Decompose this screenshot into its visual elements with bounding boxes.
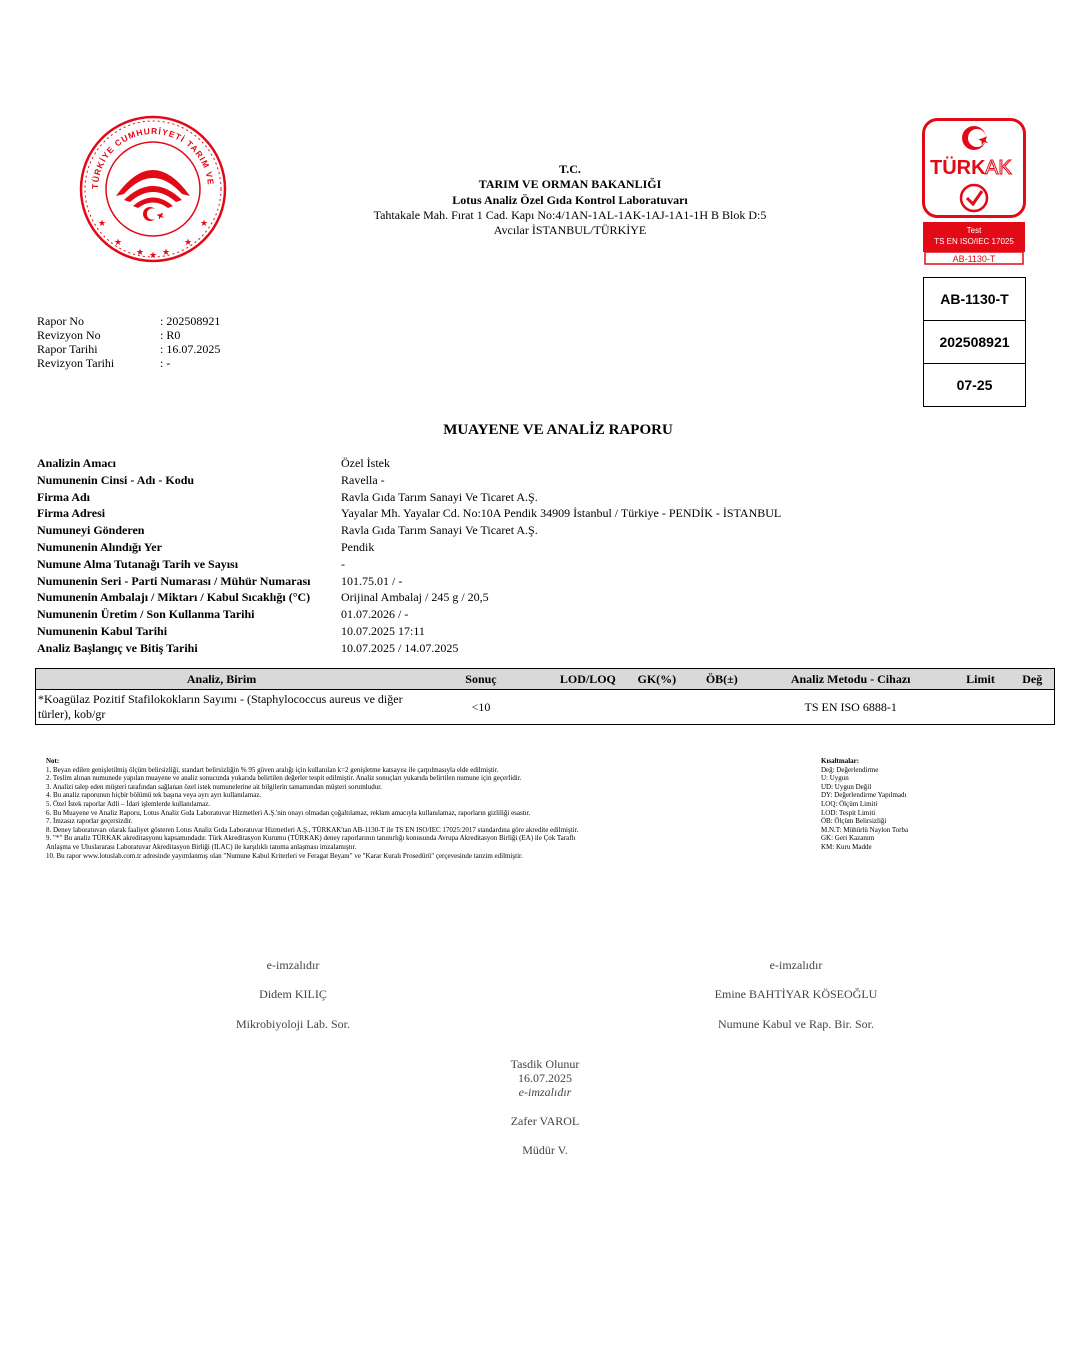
right-signature-name: Emine BAHTİYAR KÖSEOĞLU [714,987,878,1001]
svg-text:TS EN ISO/IEC 17025: TS EN ISO/IEC 17025 [934,237,1014,246]
abbreviation-item: M.N.T: Mühürlü Naylon Torba [821,825,909,834]
header-lab-name: Lotus Analiz Özel Gıda Kontrol Laboratuvarı [452,193,688,207]
info-row [37,556,781,573]
col-deg: Değ [1010,669,1054,690]
meta-row [37,328,220,342]
results-table [35,668,1055,725]
col-analysis: Analiz, Birim [36,669,408,690]
meta-row [37,356,220,370]
report-number-box: 202508921 [924,321,1025,364]
abbreviation-item: LOD: Tespit Limiti [821,808,876,817]
header-tc: T.C. [559,162,581,176]
svg-text:★: ★ [114,238,123,248]
cell-deg [1010,690,1054,725]
info-label: Analiz Başlangıç ve Bitiş Tarihi [37,640,198,655]
abbreviation-item: ÖB: Ölçüm Belirsizliği [821,817,887,826]
info-value: Özel İstek [341,456,390,470]
info-label: Numunenin Alındığı Yer [37,539,162,554]
svg-text:★: ★ [149,251,158,261]
info-label: Numuneyi Gönderen [37,523,145,538]
cell-ob [693,690,751,725]
header-city: Avcılar İSTANBUL/TÜRKİYE [493,223,647,237]
note-item: 9. "*" Bu analiz TÜRKAK akreditasyonu kapsamındadır. Türk Akreditasyon Kurumu (TÜRKAK) deney raporlarının tanınırlığı konusunda Avrupa Akreditasyon Birliği (EA) ile Çok Taraflı [46,834,576,843]
info-row [37,505,781,522]
info-value: Yayalar Mh. Yayalar Cd. No:10A Pendik 34909 İstanbul / Türkiye - PENDİK - İSTANBUL [341,506,782,521]
approval-date: 16.07.2025 [518,1071,572,1085]
col-gk: GK(%) [621,669,693,690]
cell-limit [951,690,1011,725]
svg-text:★: ★ [162,248,171,258]
info-row [37,472,781,489]
info-value: Ravella - [341,472,385,487]
info-label: Numunenin Ambalajı / Miktarı / Kabul Sıcaklığı (°C) [37,590,311,605]
info-value: Ravla Gıda Tarım Sanayi Ve Ticaret A.Ş. [341,523,538,538]
table-row [36,690,1055,725]
left-signature-name: Didem KILIÇ [259,987,327,1001]
svg-text:★: ★ [136,248,145,258]
info-label: Analizin Amacı [37,456,117,470]
note-item: 8. Deney laboratuvarı olarak faaliyet gösteren Lotus Analiz Gıda Laboratuvar Hizmetleri A.Ş., TÜRKAK'tan AB-1130-T ile TS EN ISO/IEC 17025:2017 standardına göre akredite edilmiştir. [46,825,579,834]
info-row [37,623,781,640]
abbreviation-item: DY: Değerlendirme Yapılmadı [821,791,907,800]
cell-lod [555,690,621,725]
header-address: Tahtakale Mah. Fırat 1 Cad. Kapı No:4/1AN-1AL-1AK-1AJ-1A1-1H B Blok D:5 [373,208,767,222]
info-label: Numune Alma Tutanağı Tarih ve Sayısı [37,556,239,571]
cell-result: <10 [407,690,555,725]
results-header-row [36,669,1055,690]
meta-row [37,314,220,328]
abbreviation-item: LOQ: Ölçüm Limiti [821,799,878,808]
right-signature-role: Numune Kabul ve Rap. Bir. Sor. [718,1017,874,1031]
info-value: 01.07.2026 / - [341,607,409,622]
meta-value: : - [160,356,171,370]
cell-gk [621,690,693,725]
svg-text:TÜRK: TÜRK [930,157,986,179]
info-label: Numunenin Kabul Tarihi [37,623,168,638]
report-title: MUAYENE VE ANALİZ RAPORU [443,422,673,438]
note-item: 10. Bu rapor www.lotuslab.com.tr adresinde yayımlanmış olan "Numune Kabul Kriterleri ve Feragat Beyanı" ve "Karar Kuralı Prosedürü" çerçevesinde tanzim edilmiştir. [46,851,523,860]
info-label: Numunenin Üretim / Son Kullanma Tarihi [37,607,255,622]
cell-method: TS EN ISO 6888-1 [751,690,951,725]
info-row [37,573,781,590]
meta-label: Revizyon Tarihi [37,356,115,370]
note-item: 1. Beyan edilen genişletilmiş ölçüm belirsizliği, standart belirsizliğin % 95 güven aralığı için kullanılan k=2 genişletme katsayısı ile çarpılmasıyla elde edilmiştir. [46,765,499,774]
info-value: - [341,556,345,571]
info-row [37,455,781,472]
info-row [37,539,781,556]
svg-text:TÜRKİYE CUMHURİYETİ TARIM VE O: TÜRKİYE CUMHURİYETİ TARIM VE [89,125,216,190]
svg-text:AB-1130-T: AB-1130-T [952,254,996,264]
info-label: Firma Adı [37,489,90,504]
accreditation-code-box [923,277,1026,407]
meta-row [37,342,220,356]
info-value: Orijinal Ambalaj / 245 g / 20,5 [341,590,489,605]
info-value: 10.07.2025 17:11 [341,623,425,638]
left-signature-status: e-imzalıdır [266,958,320,972]
header-ministry: TARIM VE ORMAN BAKANLIĞI [478,177,662,191]
note-item: 2. Teslim alınan numunede yapılan muayene ve analiz sonucunda yukarıda belirtilen değerler tespit edilmiştir. Analiz sonuçları yukarıda belirtilen numune için geçerlidir. [46,774,522,783]
note-item: 3. Analizi talep eden müşteri tarafından sağlanan özel istek numunelerine ait bilgilerin tamamından müşteri sorumludur. [46,782,382,791]
meta-value: : 16.07.2025 [160,342,221,356]
right-signature-status: e-imzalıdır [769,958,823,972]
sample-info [37,455,781,657]
abbreviation-item: KM: Kuru Madde [821,842,872,851]
report-meta [37,314,220,370]
abbreviations-title: Kısaltmalar: [821,757,860,765]
meta-label: Rapor Tarihi [37,342,98,356]
turkak-logo [922,118,1026,266]
approval-role: Müdür V. [522,1143,568,1157]
note-item: 7. İmzasız raporlar geçersizdir. [46,817,133,826]
svg-text:AK: AK [985,157,1012,179]
svg-text:★: ★ [184,238,193,248]
info-label: Numunenin Cinsi - Adı - Kodu [37,472,195,487]
info-row [37,589,781,606]
info-row [37,606,781,623]
approval-name: Zafer VAROL [510,1114,580,1128]
info-label: Firma Adresi [37,506,106,521]
col-lod-loq: LOD/LOQ [555,669,621,690]
abbreviation-item: UD: Uygun Değil [821,782,872,791]
approval-status: e-imzalıdır [518,1085,572,1099]
abbreviations [821,757,908,852]
info-value: Ravla Gıda Tarım Sanayi Ve Ticaret A.Ş. [341,489,538,504]
note-item: 6. Bu Muayene ve Analiz Raporu, Lotus Analiz Gıda Laboratuvar Hizmetleri A.Ş.'nin onayı olmadan çoğaltılamaz, reklam amacıyla kullanılamaz, raporların gizliliği esastır. [46,808,531,817]
abbreviation-item: U: Uygun [821,774,849,783]
col-limit: Limit [951,669,1011,690]
note-item: 5. Özel İstek raporlar Adli – İdari işlemlerde kullanılamaz. [46,799,211,808]
col-method: Analiz Metodu - Cihazı [751,669,951,690]
notes-title: Not: [46,757,60,765]
note-item: 4. Bu analiz raporunun hiçbir bölümü tek başına veya ayrı ayrı kullanılamaz. [46,791,262,800]
info-row [37,522,781,539]
cell-analysis: *Koagülaz Pozitif Stafilokokların Sayımı - (Staphylococcus aureus ve diğer türler), kob/gr [36,690,408,725]
turkak-logo-icon [922,118,1026,266]
col-result: Sonuç [407,669,555,690]
info-row [37,489,781,506]
svg-text:★: ★ [200,219,209,229]
col-ob: ÖB(±) [693,669,751,690]
info-value: 10.07.2025 / 14.07.2025 [341,640,459,655]
info-value: Pendik [341,539,375,554]
svg-text:Test: Test [966,226,982,235]
abbreviation-item: Değ: Değerlendirme [821,765,879,774]
meta-value: : R0 [160,328,181,342]
info-value: 101.75.01 / - [341,573,403,588]
notes [46,757,806,860]
info-label: Numunenin Seri - Parti Numarası / Mühür Numarası [37,573,311,588]
meta-label: Revizyon No [37,328,101,342]
svg-text:★: ★ [98,219,107,229]
left-signature-role: Mikrobiyoloji Lab. Sor. [236,1017,350,1031]
info-row [37,640,781,657]
abbreviation-item: GK: Geri Kazanım [821,834,875,843]
approval-label: Tasdik Olunur [510,1057,580,1071]
note-item: Anlaşma ve Uluslararası Laboratuvar Akreditasyon Birliği (ILAC) ile karşılıklı tanıma anlaşması imzalamıştır. [46,842,357,851]
accreditation-code: AB-1130-T [924,278,1025,321]
meta-label: Rapor No [37,314,84,328]
meta-value: : 202508921 [160,314,221,328]
period-code: 07-25 [956,377,993,393]
